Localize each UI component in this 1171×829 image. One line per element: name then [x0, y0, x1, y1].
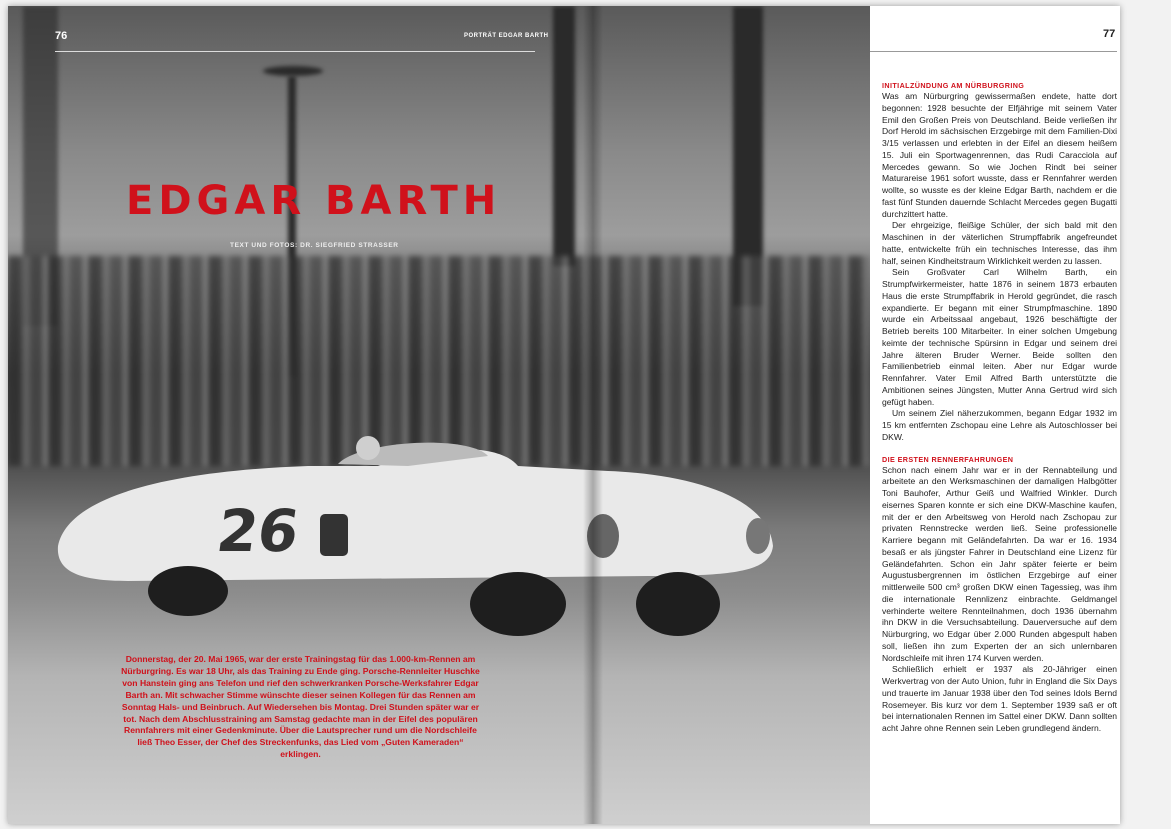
magazine-spread — [8, 6, 1120, 824]
byline: TEXT UND FOTOS: DR. SIEGFRIED STRASSER — [230, 242, 399, 249]
car-number: 26 — [212, 497, 304, 565]
page-number-right: 77 — [1103, 28, 1116, 40]
section-heading: DIE ERSTEN RENNERFAHRUNGEN — [882, 454, 1014, 464]
header-rule — [55, 51, 535, 52]
page-number-left: 76 — [55, 30, 68, 42]
gutter-shadow — [583, 6, 603, 824]
header-rule-right — [870, 51, 1117, 52]
section-heading: INITIALZÜNDUNG AM NÜRBURGRING — [882, 81, 1025, 90]
running-head: PORTRÄT EDGAR BARTH — [464, 33, 549, 39]
right-page — [870, 6, 1120, 824]
race-car — [48, 436, 778, 646]
paragraph: Was am Nürburgring gewissermaßen endete, hatte dort begonnen: 1928 besuchte der Elfjährige mit seinem Vater Emil den Großen Preis von Deutschland. Beide verließen ihr Dorf Herold im sächsischen Erzgebirge mit dem Familien-Dixi 3/15 verlassen und erlebten in der Eifel an diesem heißem 15. Juli ein Sportwagenrennen, das Rudi Caracciola auf Mercedes gewann. So wie Jochen Rindt bei seiner Maturareise 1961 sofort wusste, dass er Rennfahrer werden wollte, so wusste es der kleine Edgar Barth, nachdem er die fast fünf Stunden dauernde Schlacht Mercedes gegen Bugatti durchzittert hatte. — [882, 91, 1117, 219]
paragraph: Schon nach einem Jahr war er in der Rennabteilung und arbeitete an den Werksmaschinen der damaligen Halbgötter Toni Bauhofer, Arthur Geiß und Walfried Winkler. Durch eisernes Sparen konnte er sich eine DKW-Maschine kaufen, mit der er den Arbeitsweg von Herold nach Zschopau zur privaten Rennstrecke werden ließ. Seine professionelle Karriere begann mit Geländefahrten. Da war er 16. 1934 besaß er als jüngster Fahrer in Deutschland eine Lizenz für Geländefahrten. Schon ein Jahr später feierte er beim Augustusbergrennen im östlichen Erzgebirge auf einer mittlerweile 500 cm³ großen DKW einen Tagessieg, was ihm die internationale Rennlizenz einbrachte. Geldmangel verhinderte weitere Rennteilnahmen, doch 1936 übernahm ihn DKW in die Versuchsabteilung. Dauerversuche auf dem Nürburgring, wo Edgar über 2.000 Runden abgespult haben soll, ließen ihn zum Experten der an sich unlernbaren Nordschleife mit ihren 174 Kurven werden. — [882, 464, 1117, 663]
paragraph: Sein Großvater Carl Wilhelm Barth, ein Strumpfwirkermeister, hatte 1876 in seinem 1873 erbauten Haus die erste Strumpffabrik in Herold gegründet, die rasch expandierte. Er begann mit einer Strumpfmaschine. 1890 wurde ein Arbeitssaal angebaut, 1926 beschäftigte der Betrieb bereits 100 Mitarbeiter. In einer solchen Umgebung keimte der technische Spürsinn in Edgar und seinem drei Jahre älteren Bruder Werner. Beide sollten den Familienbetrieb einmal leiten. Aber nur Edgar wurde Rennfahrer. Vater Emil Alfred Barth unterstützte die Ambitionen seines Jüngsten, Mutter Anna Gertrud wird sich gefügt haben. — [882, 267, 1117, 407]
paragraph: Um seinem Ziel näherzukommen, begann Edgar 1932 im 15 km entfernten Zschopau eine Lehre als Autoschlosser bei DKW. — [882, 408, 1117, 442]
article-title: EDGAR BARTH — [126, 178, 502, 224]
paragraph: Schließlich erhielt er 1937 als 20-Jähriger einen Werkvertrag von der Auto Union, fuhr in England die Six Days und trauerte im Januar 1938 über den Tod seines Idols Bernd Rosemeyer. Bis kurz vor dem 1. September 1939 saß er oft bei internationalen Rennen im Sattel einer DKW. Dann sollten acht Jahre ohne Rennen sein Leben grundlegend ändern. — [882, 664, 1117, 733]
article-body — [882, 80, 1117, 735]
photo-caption: Donnerstag, der 20. Mai 1965, war der erste Trainingstag für das 1.000-km-Rennen am Nürburgring. Es war 18 Uhr, als das Training zu Ende ging. Porsche-Rennleiter Huschke von Hanstein ging ans Telefon und rief den schwerkranken Porsche-Werksfahrer Edgar Barth an. Mit schwacher Stimme wünschte dieser seinen Kollegen für das Rennen am Sonntag Hals- und Beinbruch. Auf Wiedersehen bis Montag. Drei Stunden später war er tot. Nach dem Abschlusstraining am Samstag gedachte man in der Eifel des populären Rennfahrers mit einer Gedenkminute. Über die Lautsprecher rund um die Nordschleife ließ Theo Esser, der Chef des Streckenfunks, das Lied vom „Guten Kameraden“ erklingen. — [121, 654, 480, 760]
paragraph: Der ehrgeizige, fleißige Schüler, der sich bald mit den Maschinen in der väterlichen Strumpffabrik angefreundet hatte, entwickelte früh ein technisches Interesse, das ihm half, seinen Kindheitstraum Wirklichkeit werden zu lassen. — [882, 220, 1117, 266]
